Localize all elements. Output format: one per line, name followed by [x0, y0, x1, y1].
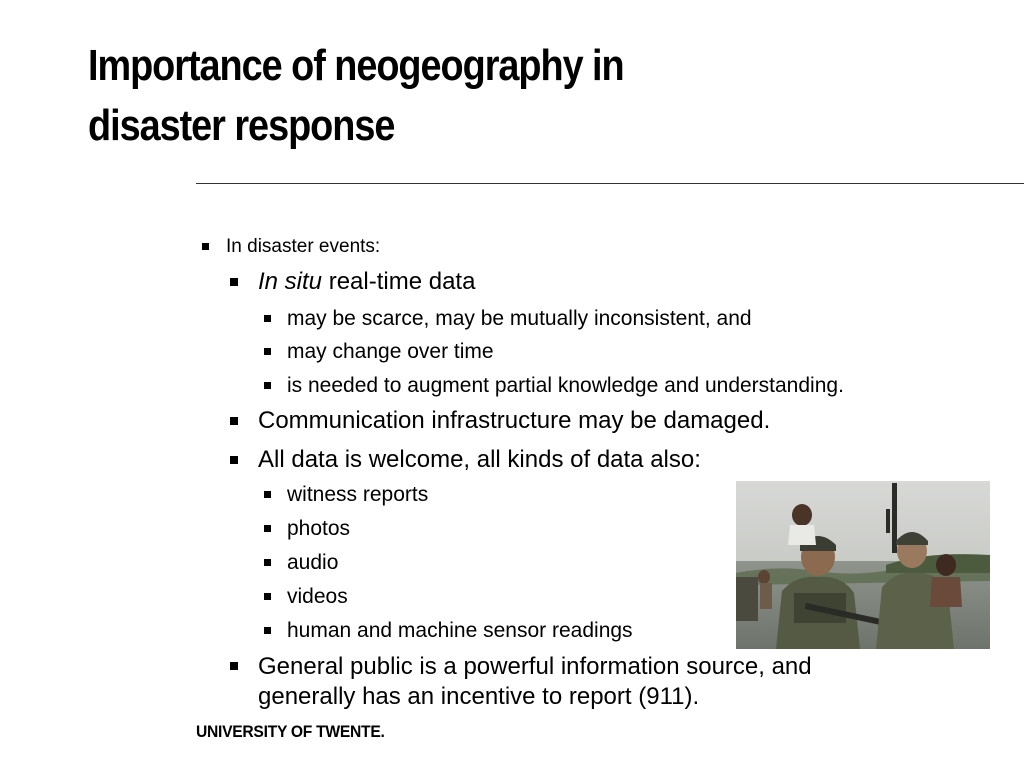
bullet-text: photos	[287, 517, 351, 540]
bullet-text-line-1: General public is a powerful information source, and	[258, 653, 812, 680]
bullet-square-icon	[264, 315, 271, 322]
bullet-square-icon	[264, 382, 271, 389]
bullet-text-line-2: generally has an incentive to report (911).	[258, 683, 700, 710]
bullet-text: In disaster events:	[226, 236, 381, 257]
slide-title-line-1: Importance of neogeography in	[88, 41, 624, 90]
bullet-square-icon	[264, 593, 271, 600]
bullet-square-icon	[230, 417, 238, 425]
bullet-square-icon	[264, 525, 271, 532]
bullet-augment-knowledge	[287, 374, 844, 398]
slide-title-line-2: disaster response	[88, 101, 395, 150]
bullet-photos	[287, 517, 350, 541]
bullet-text: witness reports	[287, 483, 429, 506]
bullet-change-over-time	[287, 340, 494, 364]
bullet-square-icon	[202, 243, 209, 250]
bullet-text: may change over time	[287, 340, 494, 363]
bullet-videos	[287, 585, 348, 609]
bullet-all-data-welcome	[258, 446, 701, 474]
bullet-text: All data is welcome, all kinds of data also:	[258, 446, 701, 473]
bullet-italic-text: In situ	[258, 268, 323, 295]
bullet-communication-infrastructure	[258, 407, 770, 435]
bullet-square-icon	[264, 491, 271, 498]
soldiers-carrying-children-photo	[736, 481, 990, 649]
bullet-in-situ-data	[258, 268, 475, 296]
bullet-square-icon	[264, 627, 271, 634]
bullet-square-icon	[264, 559, 271, 566]
bullet-text: real-time data	[322, 268, 476, 295]
bullet-in-disaster-events	[226, 236, 380, 258]
bullet-audio	[287, 551, 338, 575]
bullet-text: audio	[287, 551, 339, 574]
photo-illustration	[736, 481, 990, 649]
bullet-square-icon	[264, 348, 271, 355]
bullet-text: videos	[287, 585, 348, 608]
bullet-text: human and machine sensor readings	[287, 619, 633, 642]
bullet-text: may be scarce, may be mutually inconsistent, and	[287, 307, 752, 330]
bullet-witness-reports	[287, 483, 428, 507]
university-of-twente-logo: UNIVERSITY OF TWENTE.	[196, 722, 385, 741]
bullet-scarce	[287, 307, 752, 331]
bullet-sensor-readings	[287, 619, 633, 643]
bullet-square-icon	[230, 456, 238, 464]
bullet-square-icon	[230, 662, 238, 670]
bullet-text: Communication infrastructure may be damaged.	[258, 407, 771, 434]
bullet-square-icon	[230, 278, 238, 286]
bullet-text: is needed to augment partial knowledge and understanding.	[287, 374, 844, 397]
bullet-general-public	[258, 652, 812, 712]
